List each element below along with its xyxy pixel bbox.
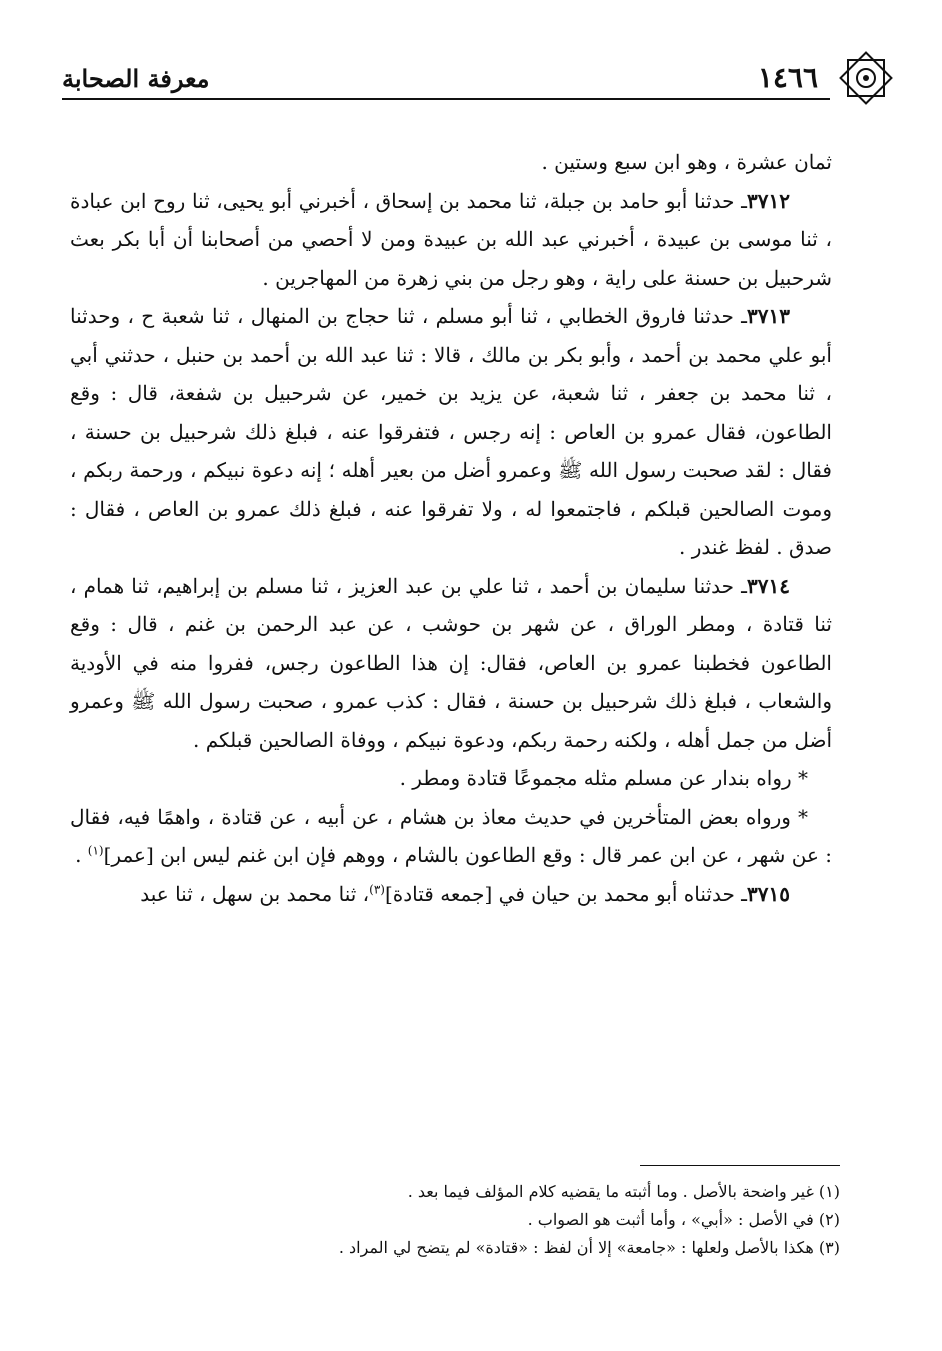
hadith-text: ـ حدثنا سليمان بن أحمد ، ثنا علي بن عبد العزيز ، ثنا مسلم بن إبراهيم، ثنا همام ، ثنا قتادة ، ومطر الوراق ، عن شهر بن حوشب ، عن عبد الرحمن بن غنم ، قال : وقع الطاعون فخطبنا عمرو بن العاص، فقال: إن هذا الطاعون رجس، ففروا منه في الأودية والشعاب ، فبلغ ذلك شرحبيل بن حسنة ، فقال : كذب عمرو ، صحبت رسول الله ﷺ وعمرو أضل من جمل أهله ، ولكنه رحمة ربكم، ودعوة نبيكم ، ووفاة الصالحين قبلكم . [70, 573, 832, 752]
paragraph-opening [70, 143, 832, 182]
hadith-text: ـ حدثنا أبو حامد بن جبلة، ثنا محمد بن إسحاق ، أخبرني أبو يحيى، ثنا روح ابن عبادة ، ثنا موسى بن عبيدة ، أخبرني عبد الله بن عبيدة ومن لا أحصي من أصحابنا أن أبا بكر بعث شرحبيل بن حسنة على راية ، وهو رجل من بني زهرة من المهاجرين . [70, 188, 832, 290]
hadith-3714 [70, 567, 832, 760]
footnote-ref-1[interactable]: (١) [87, 843, 104, 858]
footnote-divider [640, 1165, 840, 1166]
main-text [70, 143, 832, 913]
note-text: * ورواه بعض المتأخرين في حديث معاذ بن هشام ، عن أبيه ، عن قتادة ، واهمًا فيه، فقال : عن شهر ، عن ابن عمر قال : وقع الطاعون بالشام ، ووهم فإن ابن غنم ليس ابن [عمر] [70, 804, 832, 867]
hadith-text-cont: ، ثنا محمد بن سهل ، ثنا عبد [140, 881, 370, 906]
footnote-ref-3[interactable]: (٣) [369, 881, 385, 896]
commentary-note-1 [70, 759, 832, 798]
hadith-number: ٣٧١٥ [747, 881, 790, 906]
footnotes [70, 1178, 840, 1262]
footnote-3: (٣) هكذا بالأصل ولعلها : «جامعة» إلا أن لفظ : «قتادة» لم يتضح لي المراد . [338, 1238, 840, 1257]
hadith-number: ٣٧١٤ [747, 573, 790, 598]
hadith-number: ٣٧١٢ [747, 188, 790, 213]
header-divider [62, 98, 830, 100]
hadith-text: ـ حدثناه أبو محمد بن حيان في [جمعه قتادة] [384, 881, 748, 906]
hadith-3715 [70, 875, 832, 914]
note-text: * رواه بندار عن مسلم مثله مجموعًا قتادة ومطر . [399, 766, 808, 790]
hadith-text: ـ حدثنا فاروق الخطابي ، ثنا أبو مسلم ، ثنا حجاج بن المنهال ، ثنا شعبة ح ، وحدثنا أبو علي محمد بن أحمد ، وأبو بكر بن مالك ، قالا : ثنا عبد الله بن أحمد بن حنبل ، حدثني أبي ، ثنا محمد بن جعفر ، ثنا شعبة، عن يزيد بن خمير، عن شرحبيل بن شفعة، قال : وقع الطاعون، فقال عمرو بن العاص : إنه رجس ، فتفرقوا عنه ، فبلغ ذلك شرحبيل بن حسنة ، فقال : لقد صحبت رسول الله ﷺ وعمرو أضل من بعير أهله ؛ إنه دعوة نبيكم ، ورحمة ربكم ، وموت الصالحين قبلكم ، فاجتمعوا له ، ولا تفرقوا عنه ، فبلغ ذلك عمرو بن العاص ، فقال : صدق . لفظ غندر . [70, 304, 832, 559]
page-number: ١٤٦٦ [757, 61, 818, 94]
running-title: معرفة الصحابة [62, 64, 210, 93]
hadith-3712 [70, 182, 832, 298]
page-header [62, 48, 896, 108]
commentary-note-2: * ورواه بعض المتأخرين في حديث معاذ بن هشام ، عن أبيه ، عن قتادة ، واهمًا فيه، فقال : عن شهر ، عن ابن عمر قال : وقع الطاعون بالشام ، ووهم فإن ابن غنم ليس ابن [عمر]$^{(١)}$ . [70, 804, 832, 867]
hadith-number: ٣٧١٣ [747, 304, 790, 328]
footnote-2: (٢) في الأصل : «أبي» ، وأما أثبت هو الصواب . [527, 1210, 840, 1229]
paragraph-text: ثمان عشرة ، وهو ابن سبع وستين . [541, 150, 832, 174]
star-ornament-icon [836, 48, 896, 108]
hadith-3713 [70, 297, 832, 567]
footnote-1: (١) غير واضحة بالأصل . وما أثبته ما يقضيه كلام المؤلف فيما بعد . [407, 1182, 840, 1201]
